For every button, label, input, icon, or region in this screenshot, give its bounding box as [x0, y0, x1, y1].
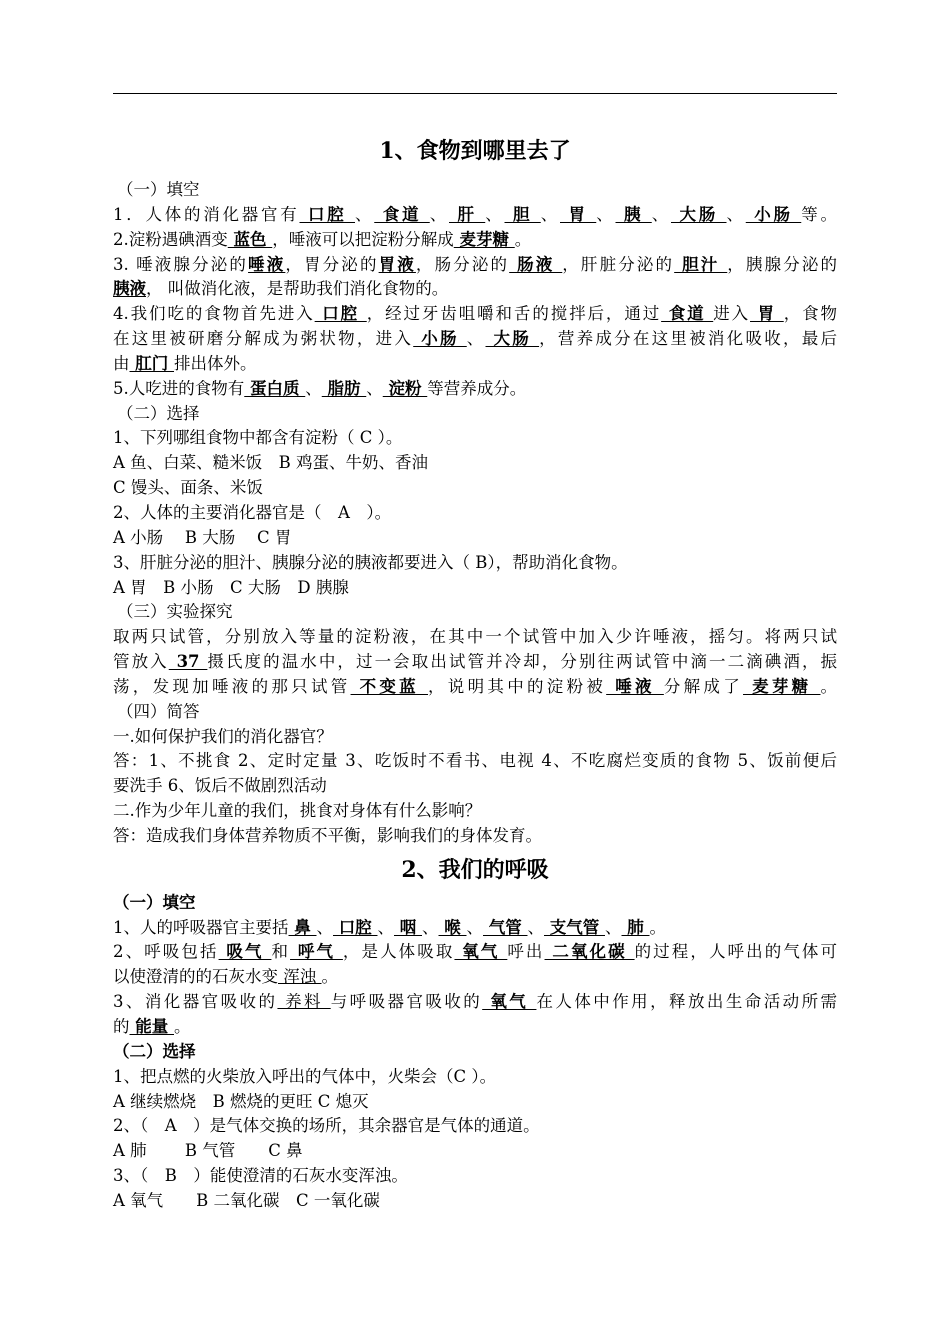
s1-answer-a-line1: 答：1、不挑食 2、定时定量 3、吃饭时不看书、电视 4、不吃腐烂变质的食物 5、饭前便后: [113, 751, 837, 771]
s1-q2: 2.淀粉遇碘酒变 蓝色 ，唾液可以把淀粉分解成 麦芽糖 。: [113, 229, 532, 249]
s2-part-fill: （一）填空: [113, 892, 196, 912]
s2-choice-2-options: A 肺 B 气管 C 鼻: [113, 1141, 303, 1161]
s1-part-short-answer: （四）简答: [117, 701, 200, 721]
s1-experiment-line1: 取两只试管，分别放入等量的淀粉液，在其中一个试管中加入少许唾液，摇匀。将两只试: [113, 627, 837, 647]
s2-q1: 1、人的呼吸器官主要括 鼻 、 口腔 、 咽 、 喉 、 气管 、 支气管 、 肺 。: [113, 917, 666, 937]
s1-question-b: 二.作为少年儿童的我们，挑食对身体有什么影响？: [113, 801, 482, 821]
s2-choice-1: 1、把点燃的火柴放入呼出的气体中，火柴会（C ）。: [113, 1066, 497, 1086]
section-1-title: 1、食物到哪里去了: [379, 138, 571, 164]
s1-q1: 1．人体的消化器官有 口腔 、 食道 、 肝 、 胆 、 胃 、 胰 、 大肠 、 小肠 等。: [113, 204, 837, 224]
s2-choice-1-options: A 继续燃烧 B 燃烧的更旺 C 熄灭: [113, 1091, 369, 1111]
s1-answer-b: 答：造成我们身体营养物质不平衡，影响我们的身体发育。: [113, 825, 542, 845]
s1-q4-line1: 4.我们吃的食物首先进入 口腔 ，经过牙齿咀嚼和舌的搅拌后，通过 食道 进入 胃 ，食物: [113, 304, 838, 324]
s2-choice-3-options: A 氧气 B 二氧化碳 C 一氧化碳: [113, 1190, 380, 1210]
section-2-title: 2、我们的呼吸: [401, 856, 549, 883]
s2-q3-line2: 的 能量 。: [113, 1017, 191, 1036]
s1-q3-line2: 胰液， 叫做消化液，是帮助我们消化食物的。: [113, 279, 449, 299]
s1-q4-line3: 由 肛门 排出体外。: [113, 353, 257, 373]
s2-q2-line1: 2、呼吸包括 吸气 和 呼气 ，是人体吸取 氧气 呼出 二氧化碳 的过程，人呼出的气体可: [113, 942, 838, 962]
s1-choice-1: 1、下列哪组食物中都含有淀粉（ C ）。: [113, 428, 403, 448]
s1-choice-3: 3、肝脏分泌的胆汁、胰腺分泌的胰液都要进入（ B），帮助消化食物。: [113, 552, 628, 572]
s2-choice-3: 3、（ B ）能使澄清的石灰水变浑浊。: [113, 1166, 408, 1186]
s1-choice-2-options: A 小肠 B 大肠 C 胃: [113, 527, 292, 547]
s1-part-choice: （二）选择: [117, 403, 200, 423]
s2-part-choice: （二）选择: [113, 1041, 196, 1061]
s1-choice-1-options-a: A 鱼、白菜、糙米饭 B 鸡蛋、牛奶、香油: [113, 453, 429, 473]
s2-choice-2: 2、（ A ）是气体交换的场所，其余器官是气体的通道。: [113, 1116, 540, 1136]
s1-part-experiment: （三）实验探究: [117, 602, 233, 622]
s1-choice-2: 2、人体的主要消化器官是（ A ）。: [113, 502, 392, 522]
s1-q3-line1: 3. 唾液腺分泌的唾液，胃分泌的胃液，肠分泌的 肠液 ，肝脏分泌的 胆汁 ，胰腺分泌的: [113, 254, 838, 274]
s1-experiment-line2: 管放入 37 摄氏度的温水中，过一会取出试管并冷却，分别往两试管中滴一二滴碘酒，振: [113, 652, 838, 672]
s1-answer-a-line2: 要洗手 6、饭后不做剧烈活动: [113, 776, 327, 796]
s1-q5: 5.人吃进的食物有 蛋白质 、 脂肪 、 淀粉 等营养成分。: [113, 378, 527, 398]
s2-q2-line2: 以使澄清的的石灰水变 浑浊 。: [113, 967, 338, 987]
s1-choice-3-options: A 胃 B 小肠 C 大肠 D 胰腺: [113, 577, 349, 597]
s1-part-fill: （一）填空: [117, 180, 200, 199]
s1-question-a: 一.如何保护我们的消化器官？: [113, 726, 333, 746]
s2-q3-line1: 3、消化器官吸收的 养料 与呼吸器官吸收的 氧气 在人体中作用，释放出生命活动所需: [113, 992, 837, 1012]
s1-choice-1-options-b: C 馒头、面条、米饭: [113, 478, 263, 498]
document-body: [113, 124, 837, 1214]
header-rule: [113, 93, 837, 94]
s1-q4-line2: 在这里被研磨分解成为粥状物，进入 小肠 、 大肠 ，营养成分在这里被消化吸收，最后: [113, 329, 838, 349]
s1-experiment-line3: 荡，发现加唾液的那只试管 不变蓝 ，说明其中的淀粉被 唾液 分解成了 麦芽糖 。: [113, 676, 837, 696]
